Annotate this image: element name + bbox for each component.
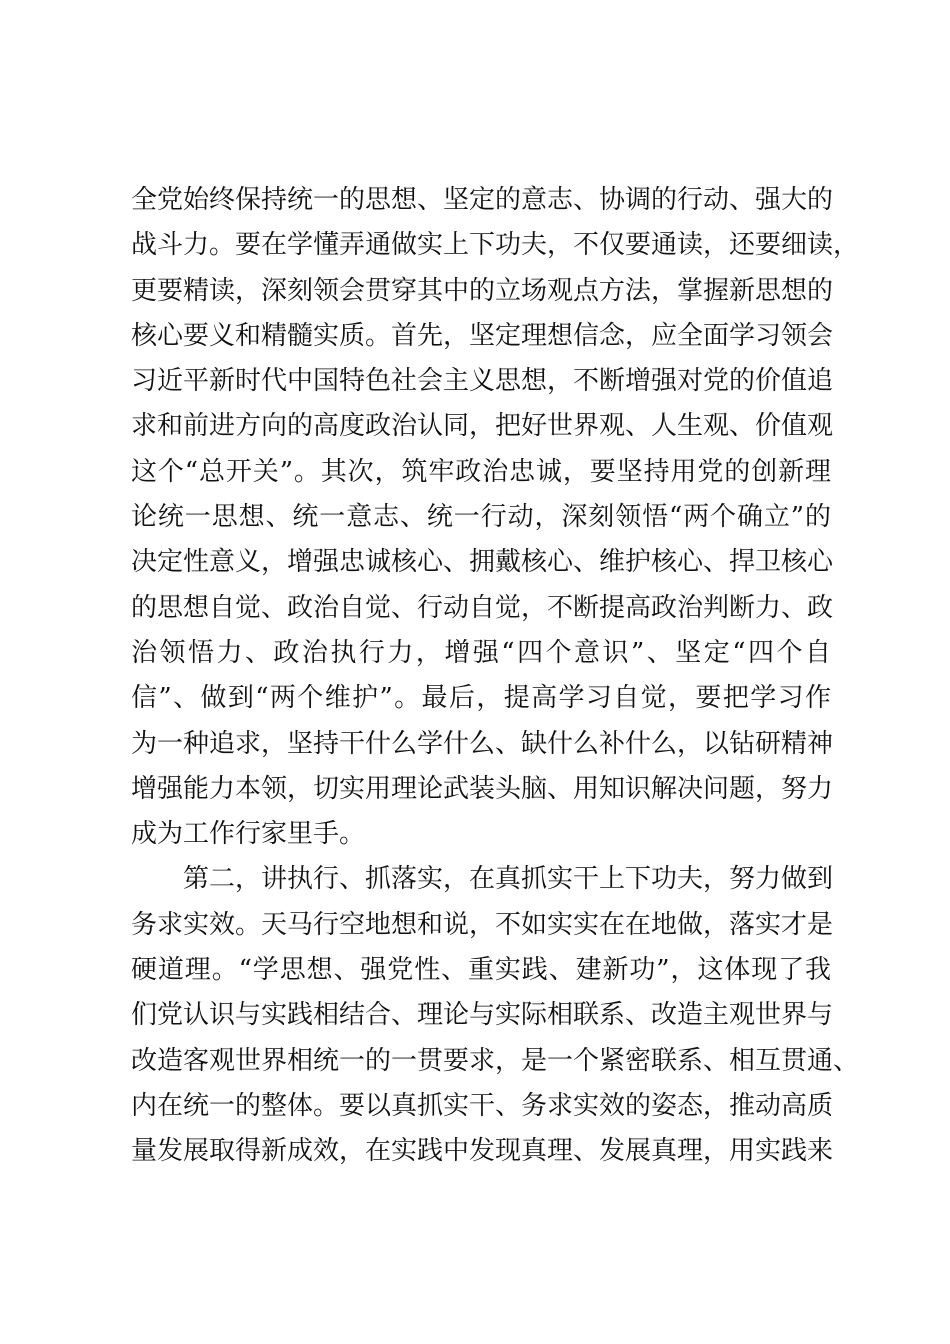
text-line: 硬道理。“学思想、强党性、重实践、建新功”，这体现了我: [131, 955, 831, 986]
text-line: 务求实效。天马行空地想和说，不如实实在在地做，落实才是: [131, 909, 834, 940]
text-line: 战斗力。要在学懂弄通做实上下功夫，不仅要通读，还要细读，: [131, 230, 860, 261]
text-line: 们党认识与实践相结合、理论与实际相联系、改造主观世界与: [131, 1000, 834, 1031]
text-line: 习近平新时代中国特色社会主义思想，不断增强对党的价值追: [131, 366, 834, 397]
text-line: 论统一思想、统一意志、统一行动，深刻领悟“两个确立”的: [131, 502, 831, 533]
text-line: 第二，讲执行、抓落实，在真抓实干上下功夫，努力做到: [183, 864, 834, 895]
body-text: [131, 178, 860, 1175]
text-line: 决定性意义，增强忠诚核心、拥戴核心、维护核心、捍卫核心: [131, 547, 834, 578]
text-line: 的思想自觉、政治自觉、行动自觉，不断提高政治判断力、政: [131, 592, 834, 623]
text-line: 增强能力本领，切实用理论武装头脑、用知识解决问题，努力: [131, 773, 834, 804]
text-line: 改造客观世界相统一的一贯要求，是一个紧密联系、相互贯通、: [131, 1045, 860, 1076]
text-line: 内在统一的整体。要以真抓实干、务求实效的姿态，推动高质: [131, 1090, 834, 1121]
text-line: 更要精读，深刻领会贯穿其中的立场观点方法，掌握新思想的: [131, 275, 834, 306]
text-line: 这个“总开关”。其次，筑牢政治忠诚，要坚持用党的创新理: [131, 456, 831, 487]
text-line: 为一种追求，坚持干什么学什么、缺什么补什么，以钻研精神: [131, 728, 834, 759]
paragraph-1: [131, 178, 860, 857]
text-line: 全党始终保持统一的思想、坚定的意志、协调的行动、强大的: [131, 185, 834, 215]
text-line: 成为工作行家里手。: [131, 819, 366, 850]
text-line: 治领悟力、政治执行力，增强“四个意识”、坚定“四个自: [131, 637, 831, 668]
text-line: 核心要义和精髓实质。首先，坚定理想信念，应全面学习领会: [131, 320, 834, 351]
text-line: 量发展取得新成效，在实践中发现真理、发展真理，用实践来: [131, 1136, 834, 1167]
text-line: 信”、做到“两个维护”。最后，提高学习自觉，要把学习作: [131, 683, 831, 714]
text-line: 求和前进方向的高度政治认同，把好世界观、人生观、价值观: [131, 411, 834, 442]
paragraph-2: [131, 857, 860, 1174]
